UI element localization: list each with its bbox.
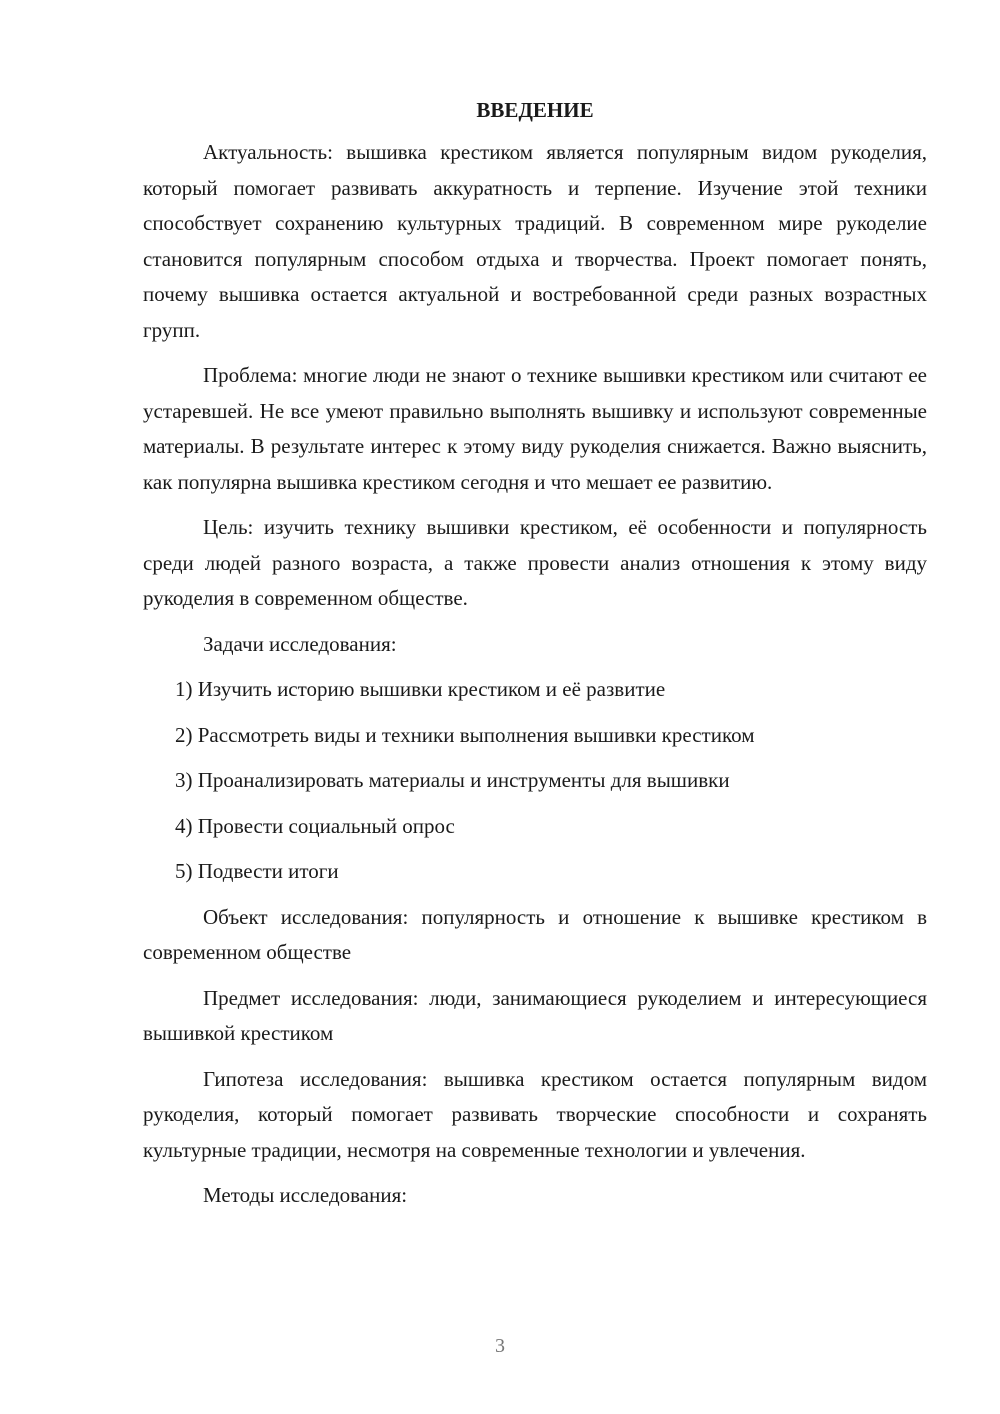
paragraph-object: Объект исследования: популярность и отношение к вышивке крестиком в современном обществе	[143, 904, 927, 964]
section-title: ВВЕДЕНИЕ	[476, 98, 594, 122]
tasks-heading: Задачи исследования:	[203, 631, 397, 656]
list-item: 4) Провести социальный опрос	[175, 813, 455, 838]
paragraph-goal: Цель: изучить технику вышивки крестиком, её особенности и популярность среди людей разного возраста, а также провести анализ отношения к этому виду рукоделия в современном обществе.	[143, 515, 927, 610]
paragraph-problem: Проблема: многие люди не знают о технике вышивки крестиком или считают ее устаревшей. Не все умеют правильно выполнять вышивку и используют современные материалы. В результате интерес к этому виду рукоделия снижается. Важно выяснить, как популярна вышивка крестиком сегодня и что мешает ее развитию.	[143, 363, 927, 494]
list-item: 3) Проанализировать материалы и инструменты для вышивки	[175, 768, 730, 792]
document-page	[143, 95, 927, 1224]
list-item: 5) Подвести итоги	[175, 859, 339, 883]
methods-heading: Методы исследования:	[203, 1183, 408, 1207]
paragraph-subject: Предмет исследования: люди, занимающиеся рукоделием и интересующиеся вышивкой крестиком	[143, 985, 927, 1045]
page-number: 3	[495, 1335, 505, 1357]
tasks-list	[143, 672, 927, 890]
list-item: 1) Изучить историю вышивки крестиком и её развитие	[175, 677, 666, 701]
list-item: 2) Рассмотреть виды и техники выполнения вышивки крестиком	[175, 722, 755, 747]
paragraph-relevance: Актуальность: вышивка крестиком является популярным видом рукоделия, который помогает развивать аккуратность и терпение. Изучение этой техники способствует сохранению культурных традиций. В современном мире рукоделие становится популярным способом отдыха и творчества. Проект помогает понять, почему вышивка остается актуальной и востребованной среди разных возрастных групп.	[143, 140, 927, 342]
paragraph-hypothesis: Гипотеза исследования: вышивка крестиком остается популярным видом рукоделия, который помогает развивать творческие способности и сохранять культурные традиции, несмотря на современные технологии и увлечения.	[143, 1066, 927, 1162]
